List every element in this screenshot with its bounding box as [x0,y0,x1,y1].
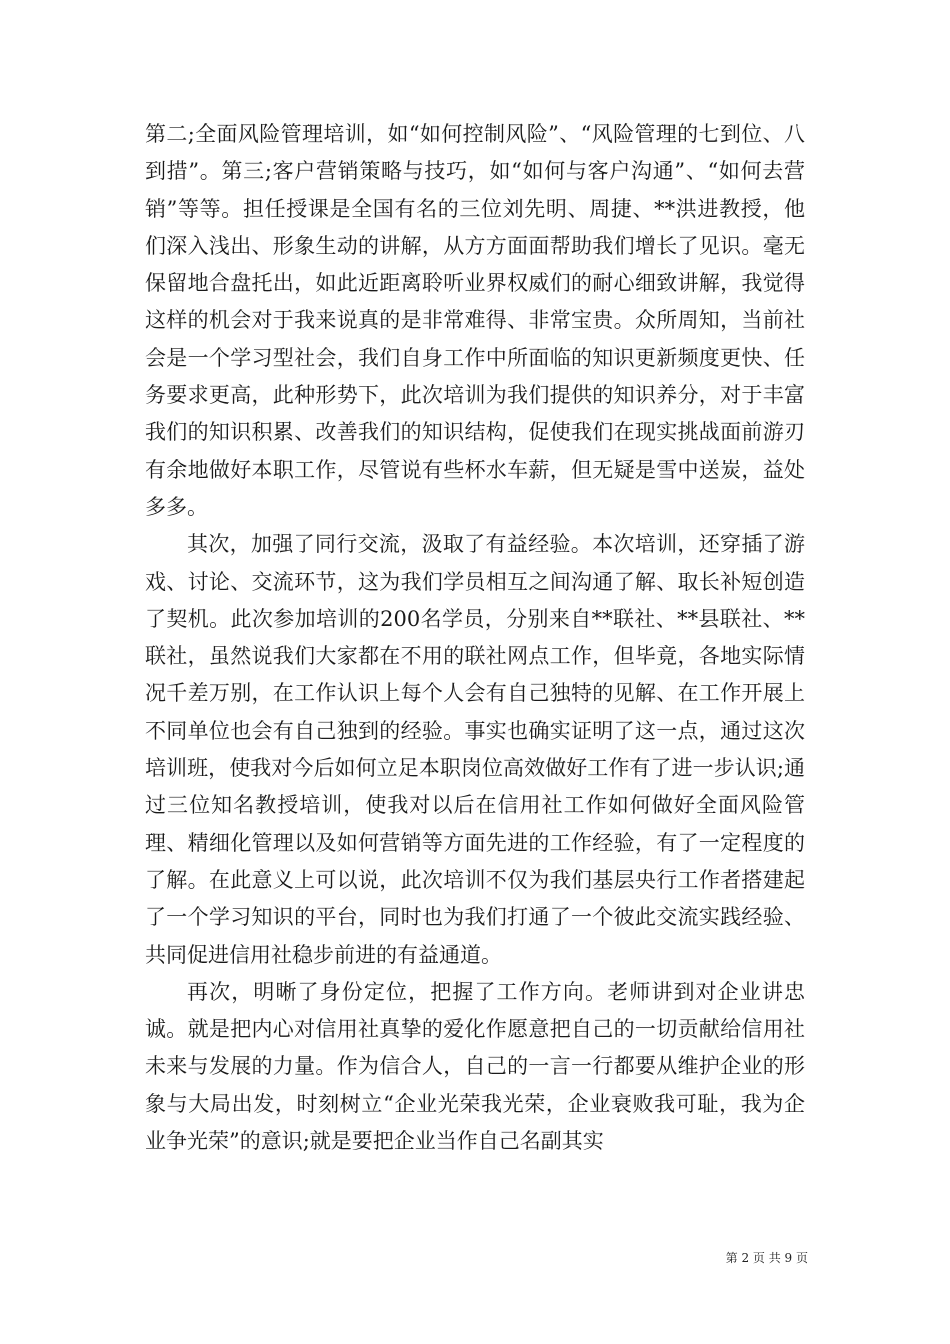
paragraph-1: 第二;全面风险管理培训，如“如何控制风险”、“风险管理的七到位、八到措”。第三;客户营销策略与技巧，如“如何与客户沟通”、“如何去营销”等等。担任授课是全国有名的三位刘先明、周捷、**洪进教授，他们深入浅出、形象生动的讲解，从方方面面帮助我们增长了见识。毫无保留地合盘托出，如此近距离聆听业界权威们的耐心细致讲解，我觉得这样的机会对于我来说真的是非常难得、非常宝贵。众所周知，当前社会是一个学习型社会，我们自身工作中所面临的知识更新频度更快、任务要求更高，此种形势下，此次培训为我们提供的知识养分，对于丰富我们的知识积累、改善我们的知识结构，促使我们在现实挑战面前游刃有余地做好本职工作，尽管说有些杯水车薪，但无疑是雪中送炭，益处多多。 [145,122,805,519]
page-number-footer: 第 2 页 共 9 页 [725,1251,808,1265]
paragraph-2: 其次，加强了同行交流，汲取了有益经验。本次培训，还穿插了游戏、讨论、交流环节，这为我们学员相互之间沟通了解、取长补短创造了契机。此次参加培训的200名学员，分别来自**联社、**县联社、**联社，虽然说我们大家都在不用的联社网点工作，但毕竟，各地实际情况千差万别，在工作认识上每个人会有自己独特的见解、在工作开展上不同单位也会有自己独到的经验。事实也确实证明了这一点，通过这次培训班，使我对今后如何立足本职岗位高效做好工作有了进一步认识;通过三位知名教授培训，使我对以后在信用社工作如何做好全面风险管理、精细化管理以及如何营销等方面先进的工作经验，有了一定程度的了解。在此意义上可以说，此次培训不仅为我们基层央行工作者搭建起了一个学习知识的平台，同时也为我们打通了一个彼此交流实践经验、共同促进信用社稳步前进的有益通道。 [145,532,805,967]
document-body [145,116,805,1160]
paragraph-3: 再次，明晰了身份定位，把握了工作方向。老师讲到对企业讲忠诚。就是把内心对信用社真挚的爱化作愿意把自己的一切贡献给信用社未来与发展的力量。作为信合人，自己的一言一行都要从维护企业的形象与大局出发，时刻树立“企业光荣我光荣，企业衰败我可耻，我为企业争光荣”的意识;就是要把企业当作自己名副其实 [145,979,805,1154]
